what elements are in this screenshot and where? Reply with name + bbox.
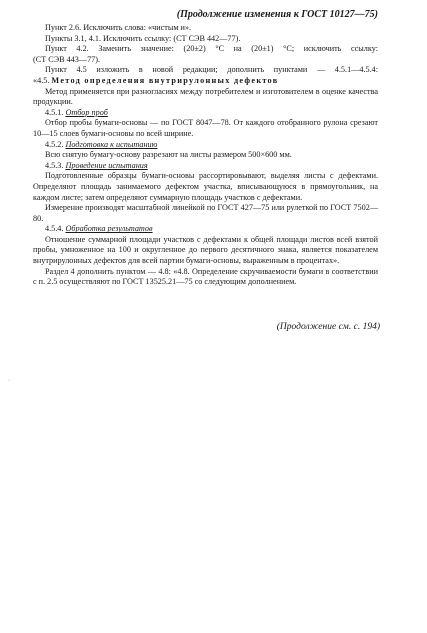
section-4-5-number: «4.5. bbox=[33, 75, 50, 85]
section-4-5-1-heading bbox=[33, 108, 378, 119]
section-4-5-heading bbox=[33, 76, 378, 87]
paragraph-section-4-8: Раздел 4 дополнить пунктом — 4.8: «4.8. Определение скручиваемости бумаги в соответствии с п. 2.5 осуществляют по ГОСТ 13525.21—75 со следующим дополнением. bbox=[33, 266, 378, 287]
section-4-5-3-title: Проведение испытания bbox=[65, 160, 148, 170]
paragraph-item-4-2-line1: Пункт 4.2. Заменить значение: (20±2) °С на (20±1) °С; исключить ссылку: bbox=[45, 44, 378, 54]
running-header: (Продолжение изменения к ГОСТ 10127—75) bbox=[176, 9, 378, 20]
document-body bbox=[33, 23, 378, 288]
section-4-5-title: Метод определения внутрирулонных дефектов bbox=[51, 75, 279, 85]
paragraph-measurement: Измерение производят масштабной линейкой по ГОСТ 427—75 или рулеткой по ГОСТ 7502—80. bbox=[33, 203, 378, 223]
section-4-5-4-heading bbox=[33, 224, 378, 235]
paragraph-preparation: Всю снятую бумагу-основу разрезают на листы размером 500×600 мм. bbox=[45, 150, 292, 160]
section-4-5-3-number: 4.5.3. bbox=[45, 160, 64, 170]
margin-mark: · bbox=[8, 378, 10, 384]
paragraph-item-2-6: Пункт 2.6. Исключить слова: «чистым и». bbox=[45, 23, 192, 32]
section-4-5-1-title: Отбор проб bbox=[65, 107, 108, 117]
section-4-5-2-number: 4.5.2. bbox=[45, 139, 64, 149]
paragraph-method-scope: Метод применяется при разногласиях между потребителем и изготовителем в оценке качества продукции. bbox=[33, 86, 378, 107]
paragraph-results: Отношение суммарной площади участков с дефектами к общей площади листов всей взятой пробы, умноженное на 100 и округленное до первого десятичного знака, является показателем внутрирулонных дефектов для всей партии бумаги-основы, выраженным в процентах». bbox=[33, 234, 378, 266]
paragraph-sampling: Отбор пробы бумаги-основы — по ГОСТ 8047—78. От каждого отобранного рулона срезают 10—15 слоев бумаги-основы по всей ширине. bbox=[33, 118, 378, 138]
paragraph-testing: Подготовленные образцы бумаги-основы рассортировывают, выделяя листы с дефектами. Определяют площадь занимаемого дефектом участка, вписывающуюся в прямоугольник, на каждом листе; затем определяют суммарную площадь участков с дефектами. bbox=[33, 171, 378, 202]
section-4-5-4-title: Обработка результатов bbox=[65, 224, 153, 234]
paragraph-item-4-5-line1: Пункт 4.5 изложить в новой редакции; дополнить пунктами — 4.5.1—4.5.4: bbox=[45, 65, 378, 75]
section-4-5-2-title: Подготовка к испытанию bbox=[65, 139, 158, 149]
paragraph-items-3-1-4-1: Пункты 3.1, 4.1. Исключить ссылку: (СТ СЭВ 442—77). bbox=[45, 33, 241, 43]
continuation-note: (Продолжение см. с. 194) bbox=[276, 322, 380, 332]
section-4-5-2-heading bbox=[33, 140, 378, 151]
paragraph-item-4-2-line2: (СТ СЭВ 443—77). bbox=[33, 54, 101, 64]
section-4-5-1-number: 4.5.1. bbox=[45, 107, 64, 117]
section-4-5-4-number: 4.5.4. bbox=[45, 224, 64, 234]
section-4-5-3-heading bbox=[33, 161, 378, 172]
